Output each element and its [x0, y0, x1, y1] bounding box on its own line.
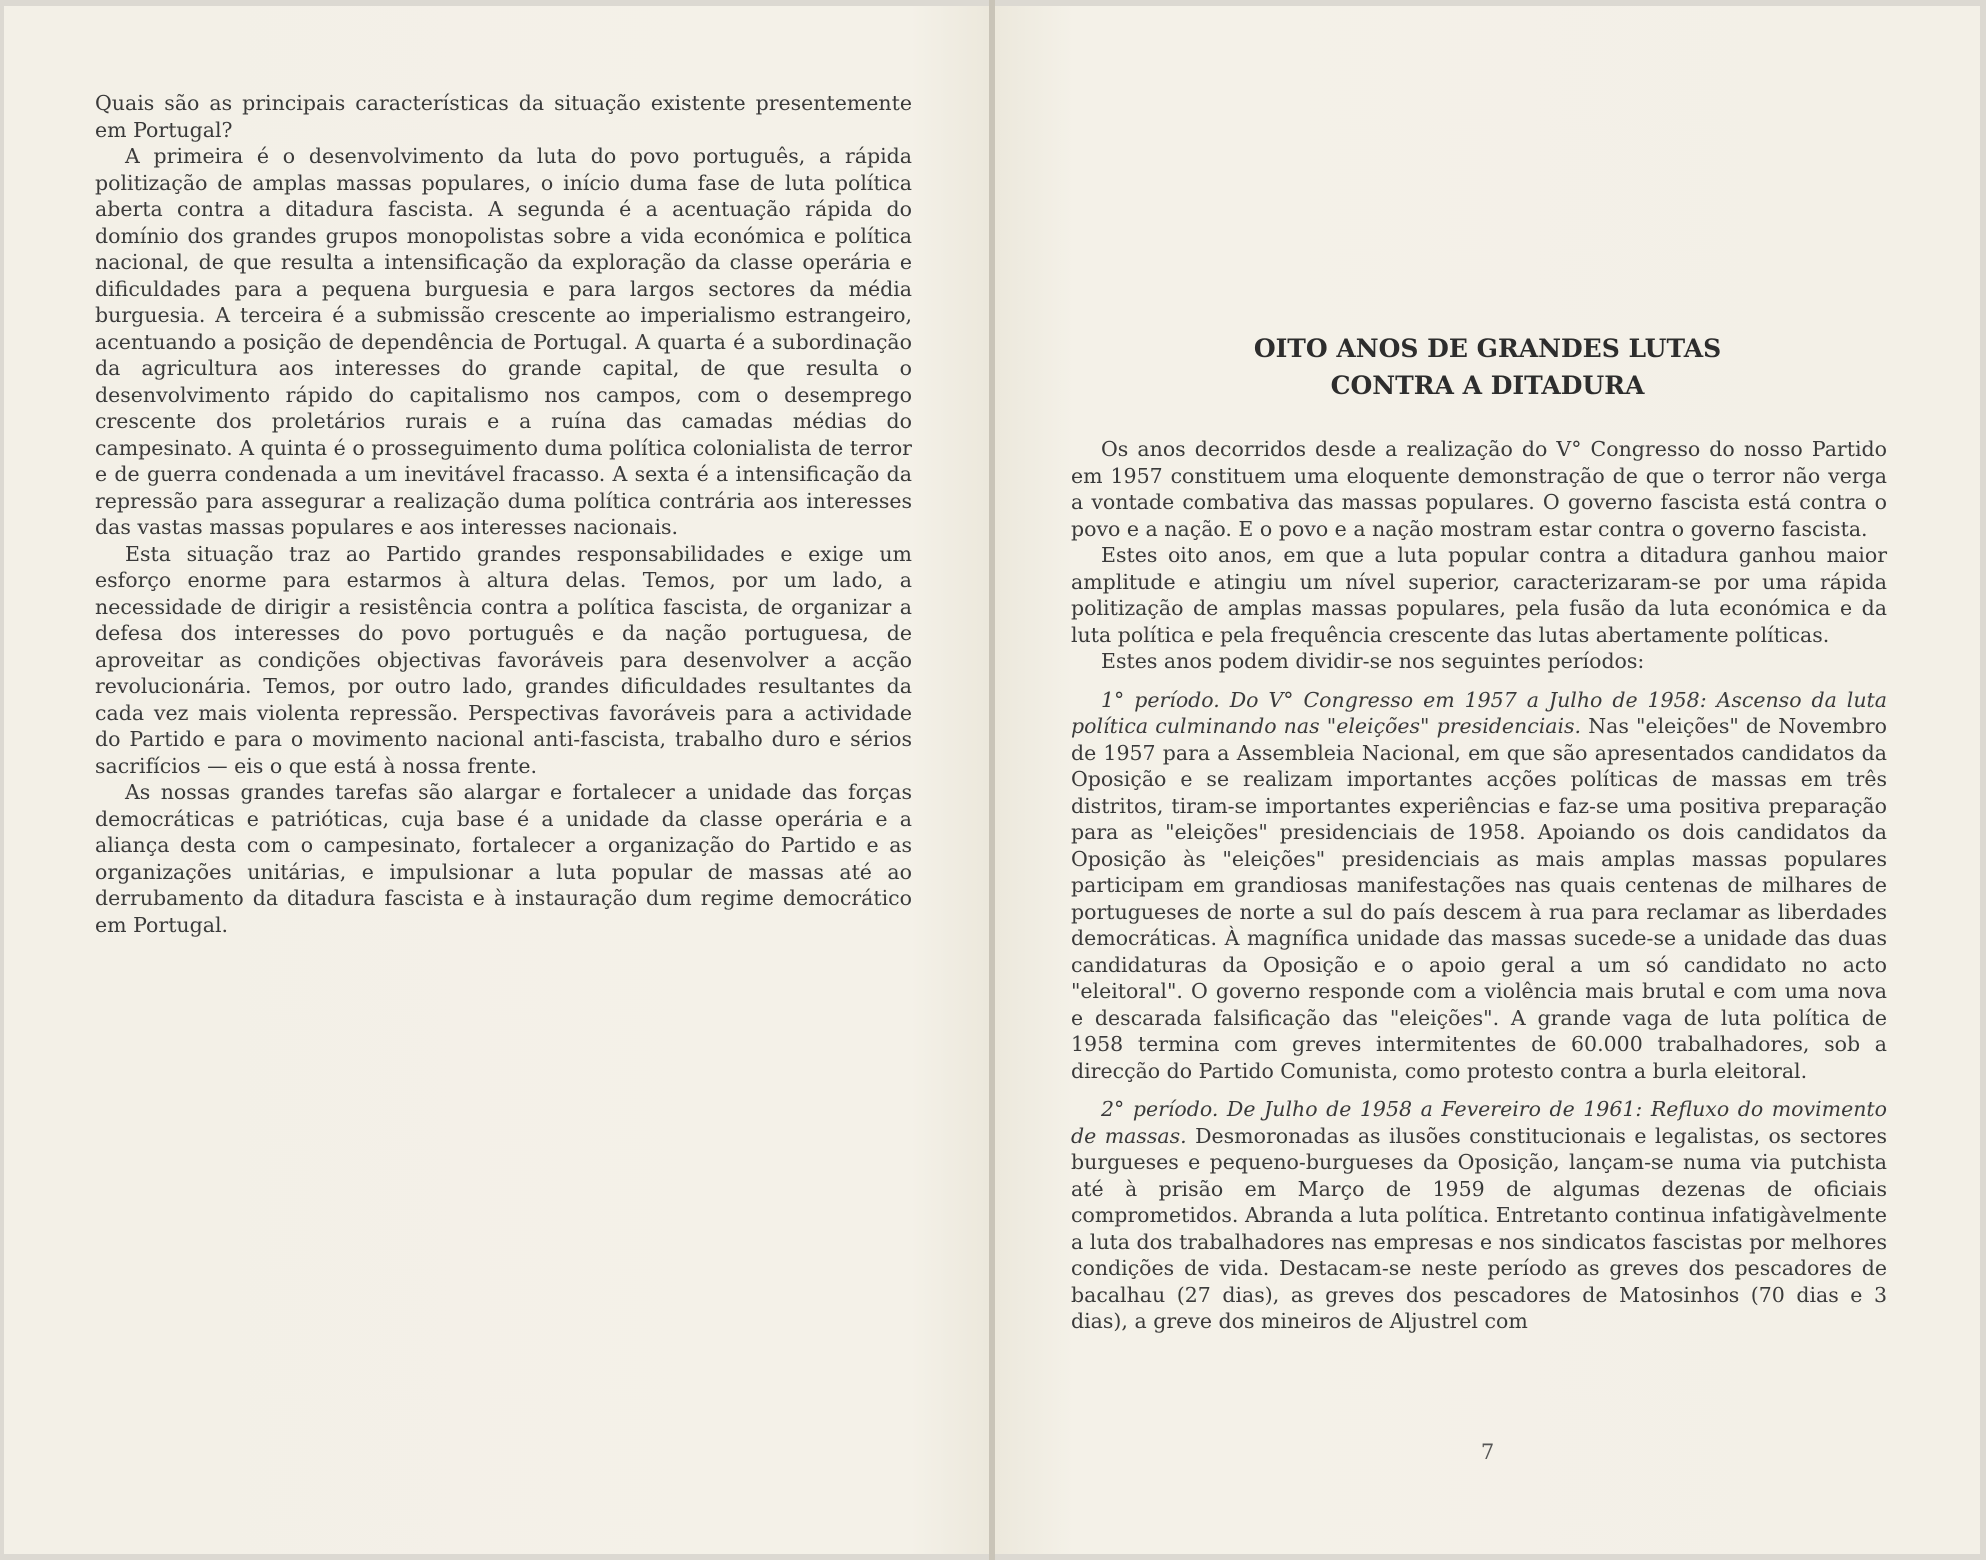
- left-page-text: [95, 90, 912, 938]
- period-1-paragraph: [1071, 687, 1887, 1085]
- period-2-text: Desmoronadas as ilusões constitucionais e legalistas, os sectores burgueses e pequeno-burgueses da Oposição, lançam-se numa via putchista até à prisão em Março de 1959 de algumas dezenas de oficiais comprometidos. Abranda a luta política. Entretanto continua infatigàvelmente a luta dos trabalhadores nas empresas e nos sindicatos fascistas por melhores condições de vida. Destacam-se neste período as greves dos pescadores de bacalhau (27 dias), as greves dos pescadores de Matosinhos (70 dias e 3 dias), a greve dos mineiros de Aljustrel com: [1071, 1123, 1887, 1333]
- left-paragraph-1: Quais são as principais características da situação existente presentemente em Portugal?: [95, 91, 912, 142]
- chapter-title-line-1: OITO ANOS DE GRANDES LUTAS: [1253, 334, 1722, 363]
- period-1-text: Nas "eleições" de Novembro de 1957 para a Assembleia Nacional, em que são apresentados candidatos da Oposição e se realizam importantes acções políticas de massas em três distritos, tiram-se importantes experiências e faz-se uma positiva preparação para as "eleições" presidenciais de 1958. Apoiando os dois candidatos da Oposição às "eleições" presidenciais as mais amplas massas populares participam em grandiosas manifestações nas quais centenas de milhares de portugueses de norte a sul do país descem à rua para reclamar as liberdades democráticas. À magnífica unidade das massas sucede-se a unidade das duas candidaturas da Oposição e o apoio geral a um só candidato no acto "eleitoral". O governo responde com a violência mais brutal e com uma nova e descarada falsificação das "eleições". A grande vaga de luta política de 1958 termina com greves intermitentes de 60.000 trabalhadores, sob a direcção do Partido Comunista, como protesto contra a burla eleitoral.: [1071, 714, 1887, 1083]
- period-1-heading: 1° período. Do V° Congresso em 1957 a Julho de 1958: Ascenso da luta política culminando nas "eleições" presidenciais.: [1071, 687, 1887, 738]
- chapter-title: [995, 330, 1980, 404]
- left-page: [4, 6, 989, 1554]
- period-2-heading: 2° período. De Julho de 1958 a Fevereiro de 1961: Refluxo do movimento de massas.: [1071, 1097, 1887, 1148]
- chapter-title-line-2: CONTRA A DITADURA: [1330, 371, 1645, 400]
- period-2-paragraph: [1071, 1096, 1887, 1335]
- left-paragraph-4: As nossas grandes tarefas são alargar e fortalecer a unidade das forças democráticas e patrióticas, cuja base é a unidade da classe operária e a aliança desta com o campesinato, fortalecer a organização do Partido e as organizações unitárias, e impulsionar a luta popular de massas até ao derrubamento da ditadura fascista e à instauração dum regime democrático em Portugal.: [95, 780, 912, 937]
- right-paragraph-3: Estes anos podem dividir-se nos seguintes períodos:: [1101, 649, 1645, 673]
- left-paragraph-3: Esta situação traz ao Partido grandes responsabilidades e exige um esforço enorme para estarmos à altura delas. Temos, por um lado, a necessidade de dirigir a resistência contra a política fascista, de organizar a defesa dos interesses do povo português e da nação portuguesa, de aproveitar as condições objectivas favoráveis para desenvolver a acção revolucionária. Temos, por outro lado, grandes dificuldades resultantes da cada vez mais violenta repressão. Perspectivas favoráveis para a actividade do Partido e para o movimento nacional anti-fascista, trabalho duro e sérios sacrifícios — eis o que está à nossa frente.: [95, 541, 912, 778]
- right-paragraph-2: Estes oito anos, em que a luta popular contra a ditadura ganhou maior amplitude e atingiu um nível superior, caracterizaram-se por uma rápida politização de amplas massas populares, pela fusão da luta económica e da luta política e pela frequência crescente das lutas abertamente políticas.: [1071, 543, 1887, 647]
- right-page-text: [1071, 436, 1887, 1335]
- left-paragraph-2: A primeira é o desenvolvimento da luta do povo português, a rápida politização de amplas massas populares, o início duma fase de luta política aberta contra a ditadura fascista. A segunda é a acentuação rápida do domínio dos grandes grupos monopolistas sobre a vida económica e política nacional, de que resulta a intensificação da exploração da classe operária e dificuldades para a pequena burguesia e para largos sectores da média burguesia. A terceira é a submissão crescente ao imperialismo estrangeiro, acentuando a posição de dependência de Portugal. A quarta é a subordinação da agricultura aos interesses do grande capital, de que resulta o desenvolvimento rápido do capitalismo nos campos, com o desemprego crescente dos proletários rurais e a ruína das camadas médias do campesinato. A quinta é o prosseguimento duma política colonialista de terror e de guerra condenada a um inevitável fracasso. A sexta é a intensificação da repressão para assegurar a realização duma política contrária aos interesses das vastas massas populares e aos interesses nacionais.: [95, 144, 912, 539]
- right-page: [995, 6, 1980, 1554]
- page-number: 7: [1480, 1440, 1495, 1464]
- right-paragraph-1: Os anos decorridos desde a realização do V° Congresso do nosso Partido em 1957 constituem uma eloquente demonstração de que o terror não verga a vontade combativa das massas populares. O governo fascista está contra o povo e a nação. E o povo e a nação mostram estar contra o governo fascista.: [1071, 437, 1887, 541]
